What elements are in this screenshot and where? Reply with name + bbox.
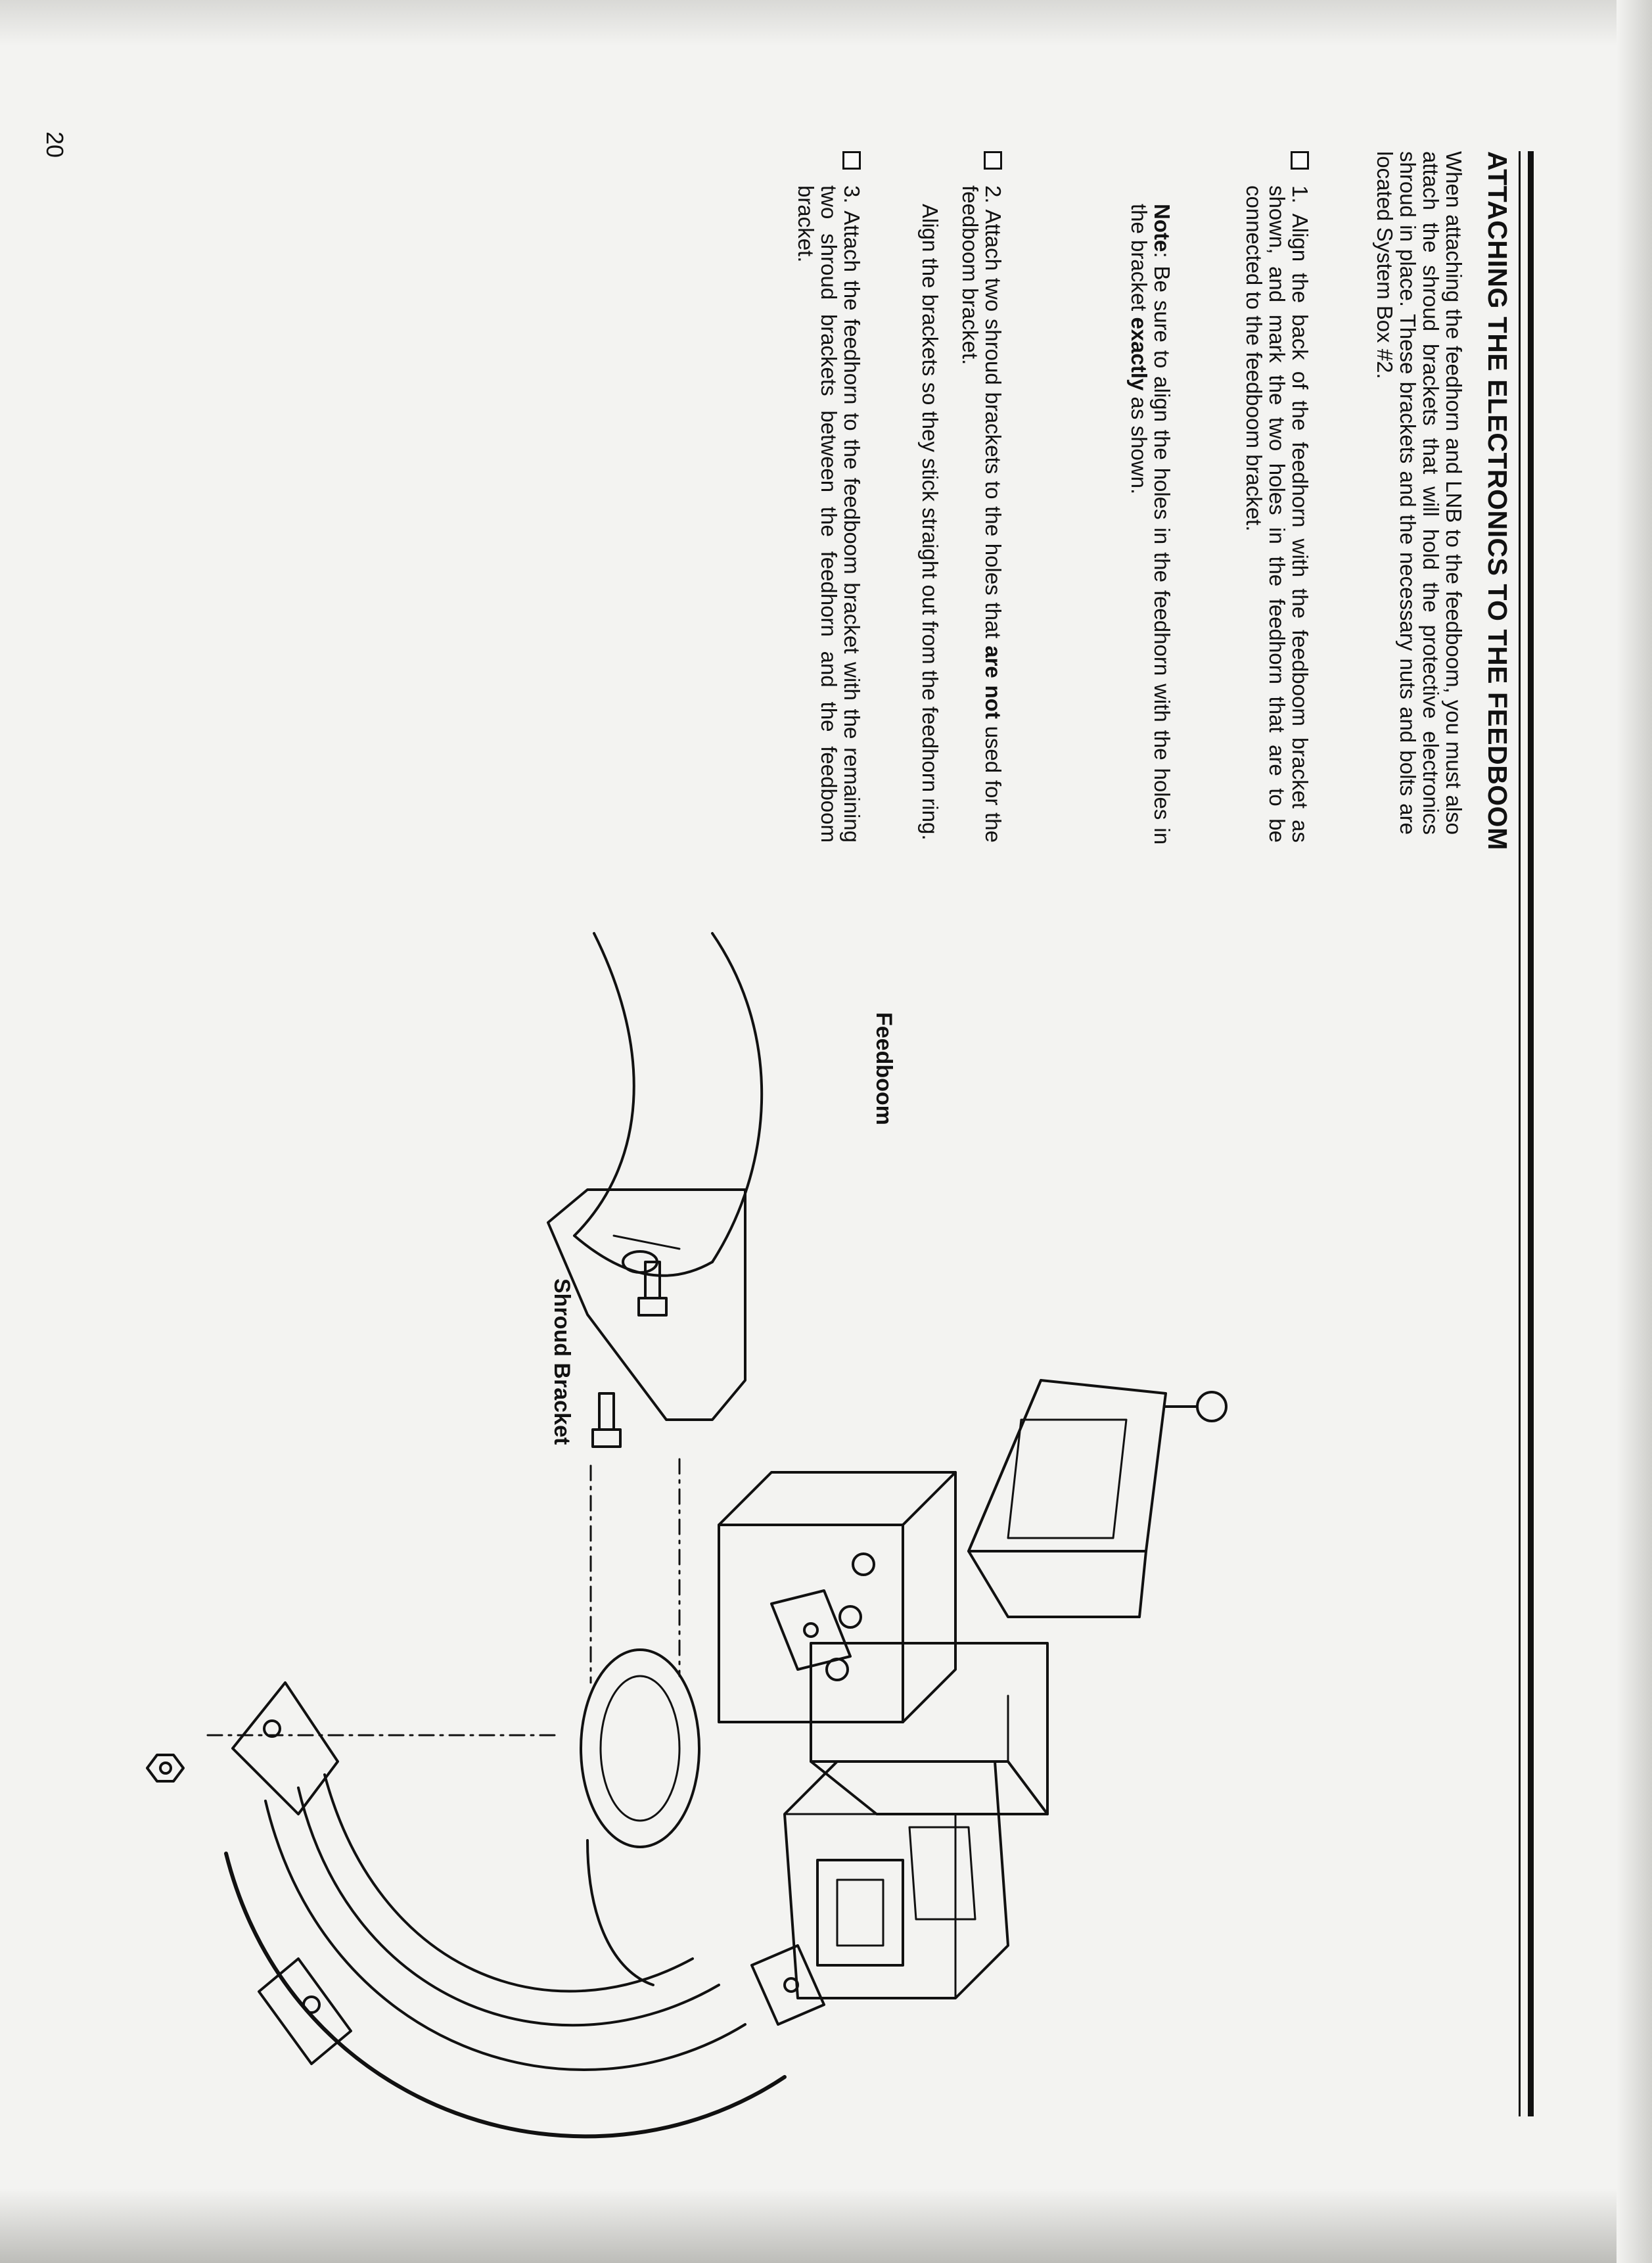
heading-rule-thick	[1528, 151, 1534, 2116]
note-text-1: : Be sure to align the holes in the feedhorn with the holes in the bracket	[1127, 204, 1174, 845]
step-2-emphasis: are not	[981, 645, 1005, 719]
lnb-unit	[969, 1380, 1226, 1617]
intro-paragraph: When attaching the feedhorn and LNB to the feedboom, you must also attach the shroud brackets that will hold the protective electronics shroud in place. These brackets and the necessary nuts and bolts are located System Box #2.	[1373, 151, 1466, 835]
step-1-checkbox[interactable]	[1291, 151, 1309, 170]
feedboom-label: Feedboom	[871, 1012, 896, 1125]
step-2-checkbox[interactable]	[984, 151, 1002, 170]
step-2-text	[959, 185, 1005, 843]
step-2-text-1: 2. Attach two shroud brackets to the holes that	[981, 185, 1005, 646]
feedhorn-assembly-drawing	[62, 920, 1376, 2202]
note-emphasis: exactly	[1127, 317, 1151, 391]
shroud-bracket	[233, 1591, 850, 2064]
note-text-2: as shown.	[1127, 390, 1151, 495]
shroud-bracket-label: Shroud Bracket	[549, 1278, 574, 1445]
step-1-note	[1128, 204, 1174, 845]
probe-housing	[785, 1761, 1008, 1998]
bolt-icon	[593, 1262, 666, 1447]
feedboom-arm	[548, 933, 762, 1420]
heading-rule-thin	[1519, 151, 1521, 2116]
step-2-subtext: Align the brackets so they stick straight out from the feedhorn ring.	[918, 204, 942, 841]
step-1-text: 1. Align the back of the feedhorn with the feedboom bracket as shown, and mark the two holes in the feedhorn that are to be connected to the feedboom bracket.	[1242, 185, 1312, 843]
section-heading: ATTACHING THE ELECTRONICS TO THE FEEDBOOM	[1482, 151, 1513, 851]
step-3-checkbox[interactable]	[842, 151, 861, 170]
nut-icon	[147, 1755, 183, 1781]
step-2-text-2: used for the feedboom bracket.	[958, 185, 1005, 843]
assembly-diagram	[62, 920, 1376, 2202]
note-label: Note	[1150, 204, 1174, 252]
page-number: 20	[41, 131, 68, 158]
step-3-text: 3. Attach the feedhorn to the feedboom bracket with the remaining two shroud brackets between the feedhorn and the feedboom bracket.	[794, 185, 864, 843]
